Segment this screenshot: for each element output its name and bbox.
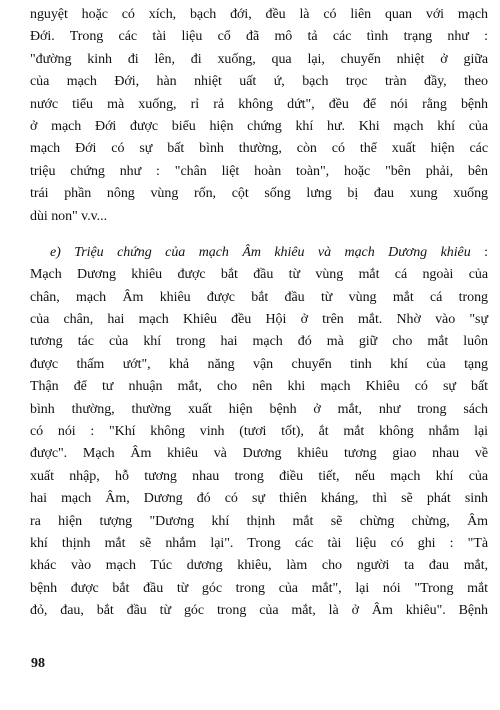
- text-line: được". Mạch Âm khiêu và Dương khiêu tương giao nhau về: [30, 446, 488, 462]
- text-line: khác vào mạch Túc dương khiêu, làm cho người ta đau mắt,: [30, 558, 488, 574]
- text-line: của chân, hai mạch Khiêu đều Hội ở trên mắt. Nhờ vào "sự: [30, 312, 488, 328]
- text-line: trái phần nông vùng rốn, cột sống lưng bị đau xung xuống: [30, 186, 488, 202]
- document-page: [30, 4, 488, 623]
- paragraph-2: [30, 242, 488, 623]
- text-line: nguyệt hoặc có xích, bạch đới, đều là có liên quan với mạch: [30, 7, 488, 22]
- text-line: bệnh được bắt đầu từ góc trong của mắt", lại nói "Trong mắt: [30, 580, 488, 596]
- section-heading-line: [30, 242, 488, 264]
- text-line: nước tiểu mà xuống, rỉ rả không dứt", đều để nói rằng bệnh: [30, 96, 488, 112]
- text-line: có nói : "Khí không vinh (tươi tốt), ắt mắt không nhắm lại: [30, 424, 488, 440]
- page-number: 98: [31, 656, 45, 671]
- text-line: đỏ, đau, bắt đầu từ góc trong của mắt, là ở Âm khiêu". Bệnh: [30, 603, 488, 619]
- text-line: chân, mạch Âm khiêu được bắt đầu từ vùng mắt cá trong: [30, 289, 488, 305]
- text-line: triệu chứng như : "chân liệt hoàn toàn", hoặc "bên phải, bên: [30, 163, 488, 179]
- text-line: được thấm ướt", khả năng vận chuyển tinh khí của tạng: [30, 356, 488, 372]
- text-line: bình thường, thường xuất hiện bệnh ở mắt, như trong sách: [30, 401, 488, 417]
- text-line: "đường kinh đi lên, đi xuống, qua lại, chuyển nhiệt ở giữa: [30, 51, 488, 67]
- text-line: của mạch Đới, hàn nhiệt uất ứ, bạch trọc tràn đầy, theo: [30, 74, 488, 90]
- text-line: dùi non" v.v...: [30, 208, 108, 224]
- paragraph-gap: [30, 228, 488, 242]
- text-line: Đới. Trong các tài liệu cổ đã mô tả các tình trạng như :: [30, 29, 488, 45]
- text-line: xuất nhập, hỗ tương nhau trong điều tiết, nếu mạch khí của: [30, 468, 488, 484]
- text-line: hai mạch Âm, Dương đó có sự thiên kháng, thì sẽ phát sinh: [30, 491, 488, 507]
- text-line: Thận để tư nhuận mắt, cho nên khi mạch Khiêu có sự bất: [30, 379, 488, 395]
- section-heading: e) Triệu chứng của mạch Âm khiêu và mạch Dương khiêu: [50, 244, 471, 260]
- text-line: mạch Đới có sự bất bình thường, còn có thể xuất hiện các: [30, 141, 488, 157]
- text-line: ở mạch Đới được biểu hiện chứng khí hư. Khi mạch khí của: [30, 118, 488, 134]
- text-line: ra hiện tượng "Dương khí thịnh mắt sẽ chừng chừng, Âm: [30, 513, 488, 529]
- text-line: khí thịnh mắt sẽ nhắm lại". Trong các tài liệu có ghi : "Tà: [30, 535, 488, 551]
- section-heading-colon: :: [470, 244, 488, 260]
- paragraph-1: [30, 4, 488, 228]
- text-line: tương tác của khí trong hai mạch đó mà giữ cho mắt luôn: [30, 334, 488, 350]
- text-line: Mạch Dương khiêu được bắt đầu từ vùng mắt cá ngoài của: [30, 267, 488, 283]
